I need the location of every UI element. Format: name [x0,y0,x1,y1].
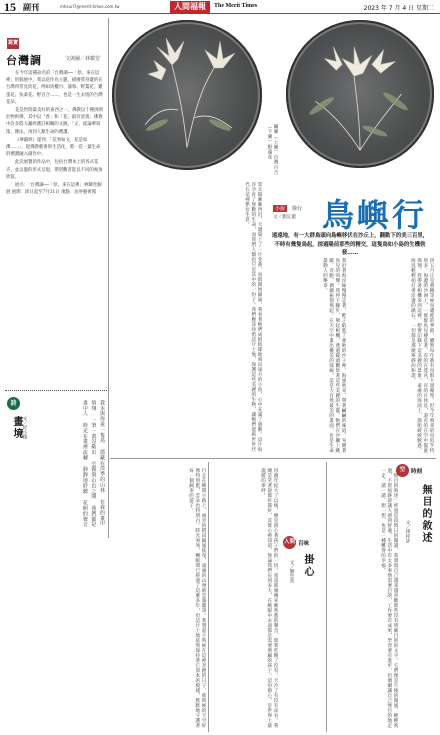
section-divider [5,390,107,391]
column-title-verse: 掛心 [302,554,313,578]
masthead [0,0,440,14]
page-number: 15 [4,0,16,14]
brand-logo: 人間福報 [170,1,210,13]
feature-title: 鳥嶼行 [322,196,428,234]
column-title-time: 無目的敘述 [420,484,431,544]
exhibition-info: 展名：「台灣調──「原、來在這裡」林耀堂個展 展期：即日起至7月31日 地點：法界藝術館 [6,183,102,196]
feature-author: 文／劉定蕙 [273,215,296,220]
paragraph: 在今年這種命名的「台灣調──「原、來在這裡」的個展中，我以花作為主題，描繪我身邊的在台灣所常見的花。例如馬櫻丹、蒲莓、野薑花、雞蛋花、扶桑花、野百合……，也是一生永恆的台灣花朵。 [6,71,103,105]
poem-byline: 文／紀小樣 [22,416,27,439]
lily-plate-illustration [112,20,262,170]
article-body-taiwan [6,70,104,430]
plate-caption: 繡圖（上圖）台灣百合 （下圖）野薑花 [267,124,278,175]
issue-date: 2023 年 7 月 4 日 星期二 [363,5,434,12]
kicker-subtitle: 徐行 [292,206,303,212]
section-badge-realism: 寫實 [7,38,19,49]
column-badge-time: 空 [396,464,409,477]
poem-badge: 詩 [7,397,20,410]
feature-body-right: 四五月正是燕鷗等候鳥遷徙的季節，雖然每年都有鳥群大量聚集，但今年飛來的鳥似乎特別多。海邊的沙洲上，一群群鳥兒棲息著，有的在覓食，有的在休息，還有的在空中盤旋飛翔。我帶著相機來到這裡，想要記錄下這美麗的景象。遠處的海面上，漁船緩緩駛過，海浪輕輕拍打著岸邊的礁石，一切都是那麼寧靜而和諧。 [410,258,434,453]
column-badge-verse: 人間 [283,536,296,549]
column-text-verse: 母親年紀大了以後，總是掛心著孩子們的一切。電話那頭傳來她熟悉的聲音，問我吃飽了沒有，天冷了有沒有添衣。我總是笑著說都好都好，其實心裡知道，無論我們長到多大，在她眼中永遠都是需要照顧的孩子。這份掛心，是世界上最溫暖的牽絆。 [260,468,278,728]
kicker-badge: 小說 [275,206,286,212]
column-text-bottom-left: 行走在鄉間小路上，兩旁的稻田隨風搖曳，遠處的山巒被雲霧籠罩。我想起小時候在這裡奔跑的日子，那時候的天空好像特別藍，雲朵也特別白。時光匆匆，轉眼間已經過了這麼多年，但這片土地依然保持著它原本的模樣，默默地守護著每一個歸來的遊子。 [188,468,206,728]
column-byline-time: 文／孫梓評 [405,520,410,543]
column-divider [326,462,327,732]
horizontal-divider [110,458,436,459]
article-byline-taiwan: 文與圖／林耀堂 [65,56,101,62]
column-byline-verse: 文／劉雲亮 [289,560,294,583]
column-divider [208,462,209,732]
poem-title: 畫境 [11,416,22,440]
ginger-lily-plate-illustration [286,20,434,168]
feature-lede: 遠遠地，有一大群鳥頭向島嶼移伏在沙丘上，翻動下的美三百里，不時有幾隻鳥起，掠過陽前那些的精交，這隻鳥如小島的生機勃發…… [271,233,429,257]
paragraph: 花是世間最美好的東西之一，佛教以十種供開於物供佛，其中以「香」和「花」最有意義。佛教中許多將大藏經選註相關的文圖，「文、從論華寫蓬，佛法，再到人類生命的禮讚。 [6,108,103,135]
masthead-email: mhsurl7@merit-times.com.tw [60,4,120,9]
brand-name-english: The Merit Times [214,3,258,9]
poem-text: 我本與你重一隻鳥 隱藏在淡季的山林 在我的畫中飛翔 一筆一畫勾勒出 雲霧與山色之間 我們都是畫中人 時光在畫裡流轉 靜靜地聆聽 花開的聲音 [81,400,105,528]
section-name: 副刊 [23,3,39,12]
paragraph: 此次展覽的作品中，包括台灣本土的各式花卉，並以盤的形式呈現，期望觀者能以不同的視角欣賞。 [6,160,103,180]
feature-body-left: 當太陽漸漸西沉，天邊染上了一片金黃，鳥群開始歸巢。我看著牠們成群結隊地飛向遠方的小島，心中充滿了感動。這片海洋孕育了無數的生命，而我們人類也只是其中的一份子。我們應該珍惜這片土地，保護這些美麗的生物，讓牠們能夠世世代代在這裡繁衍生息。 [244,182,262,452]
column-divider [108,18,109,538]
column-text-time: 「無目的敘述」經過這段時日的閱讀，我發現自己越來越喜歡那些沒有明確目的的文字。它們像是午後的微風，輕輕吹過，不留痕跡卻讓人感到舒適。生活中有太多事情需要目的，工作要有成果，學習要有進步，但偶爾讓自己無目的地走一走、讀一讀、想一想，也是一種難得的幸福。 [380,468,398,728]
article-title-taiwan: 台灣調 [6,54,42,67]
column-label-time: 時刻 [411,469,423,475]
feature-body-middle: 我沿著海岸線慢慢走著，鞋子陷進了柔軟的沙子裡。海風吹來，帶著鹹鹹的味道，夾雜著鳥兒的叫聲。我停下腳步，舉起相機，透過鏡頭觀察著這些美麗的生靈。牠們在沙灘上跳躍、奔跑，偶爾振翅飛起，在天空中畫出優美的弧線。這是大自然最美的畫面，也是生命最動人的樂章。 [322,258,346,453]
paragraph: 《華嚴經》提到：「花事如文，花是如佛……」，從佛教藝術與生活化，將一花一葉生命的禮讚融入創作中。 [6,137,101,158]
column-label-verse: 百味 [298,541,310,547]
